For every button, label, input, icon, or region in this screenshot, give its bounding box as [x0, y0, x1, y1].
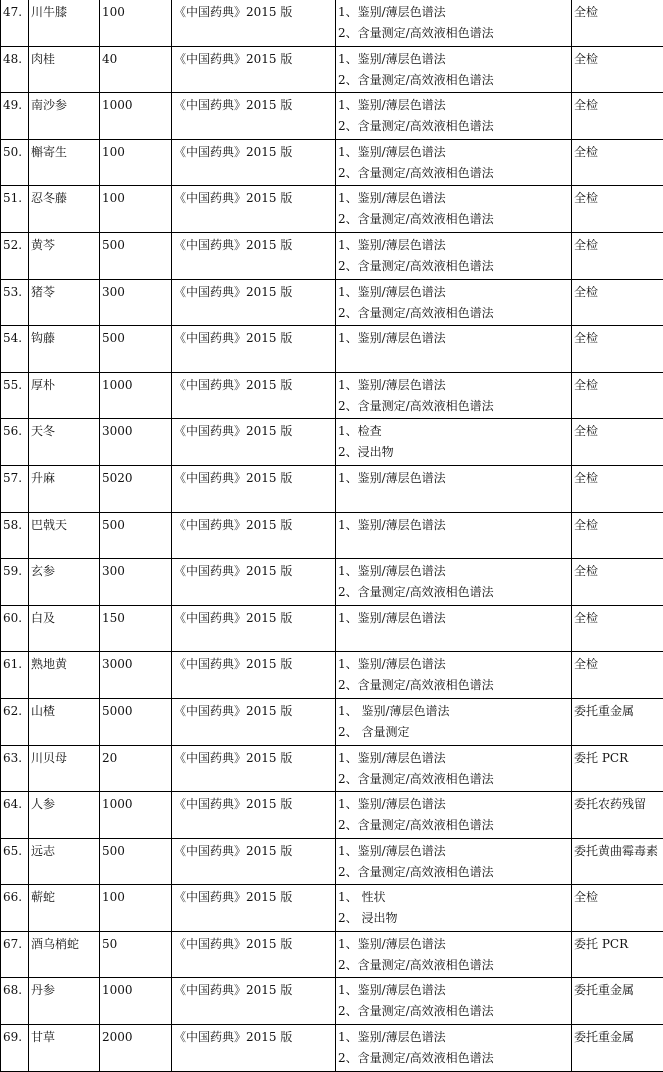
herb-name: 南沙参: [29, 93, 100, 140]
test-item-2: 2、 含量测定: [338, 722, 569, 743]
row-number: 52.: [1, 232, 29, 279]
test-item-1: 1、鉴别/薄层色谱法: [338, 2, 569, 23]
herb-name: 熟地黄: [29, 652, 100, 699]
quantity: 2000: [100, 1025, 172, 1072]
standard: 《中国药典》2015 版: [172, 745, 336, 792]
row-number: 53.: [1, 279, 29, 326]
table-row: [1, 559, 663, 606]
table-row: [1, 745, 663, 792]
standard: 《中国药典》2015 版: [172, 93, 336, 140]
quantity: 50: [100, 931, 172, 978]
inspection-result: 委托重金属: [572, 698, 663, 745]
test-item-1: 1、 性状: [338, 887, 569, 908]
row-number: 47.: [1, 0, 29, 46]
quantity: 100: [100, 0, 172, 46]
table-row: [1, 465, 663, 512]
test-items: [336, 279, 572, 326]
test-item-1: 1、鉴别/薄层色谱法: [338, 188, 569, 209]
test-items: [336, 512, 572, 559]
inspection-result: 全检: [572, 652, 663, 699]
inspection-result: 委托 PCR: [572, 931, 663, 978]
test-items: [336, 139, 572, 186]
table-body: [1, 0, 663, 1071]
inspection-result: 委托 PCR: [572, 745, 663, 792]
test-items: [336, 745, 572, 792]
standard: 《中国药典》2015 版: [172, 465, 336, 512]
herb-name: 肉桂: [29, 46, 100, 93]
test-item-1: 1、鉴别/薄层色谱法: [338, 934, 569, 955]
inspection-result: 全检: [572, 419, 663, 466]
quantity: 40: [100, 46, 172, 93]
inspection-result: 全检: [572, 279, 663, 326]
inspection-result: 委托黄曲霉毒素: [572, 838, 663, 885]
table-row: [1, 1025, 663, 1072]
test-items: [336, 326, 572, 373]
test-item-1: 1、 鉴别/薄层色谱法: [338, 701, 569, 722]
standard: 《中国药典》2015 版: [172, 931, 336, 978]
inspection-result: 全检: [572, 0, 663, 46]
herb-name: 槲寄生: [29, 139, 100, 186]
row-number: 66.: [1, 885, 29, 932]
herb-name: 玄参: [29, 559, 100, 606]
quantity: 500: [100, 838, 172, 885]
standard: 《中国药典》2015 版: [172, 978, 336, 1025]
test-items: [336, 838, 572, 885]
standard: 《中国药典》2015 版: [172, 1025, 336, 1072]
herb-name: 山楂: [29, 698, 100, 745]
quantity: 1000: [100, 792, 172, 839]
test-items: [336, 93, 572, 140]
table-row: [1, 232, 663, 279]
quantity: 150: [100, 605, 172, 652]
table-row: [1, 326, 663, 373]
table-row: [1, 512, 663, 559]
herb-name: 白及: [29, 605, 100, 652]
herb-name: 巴戟天: [29, 512, 100, 559]
quantity: 500: [100, 512, 172, 559]
test-item-2: 2、含量测定/高效液相色谱法: [338, 116, 569, 137]
herb-name: 川贝母: [29, 745, 100, 792]
test-items: [336, 1025, 572, 1072]
herb-name: 天冬: [29, 419, 100, 466]
inspection-result: 委托农药残留: [572, 792, 663, 839]
quantity: 5000: [100, 698, 172, 745]
inspection-result: 全检: [572, 232, 663, 279]
test-item-1: 1、鉴别/薄层色谱法: [338, 328, 569, 349]
herb-name: 蕲蛇: [29, 885, 100, 932]
row-number: 54.: [1, 326, 29, 373]
standard: 《中国药典》2015 版: [172, 698, 336, 745]
inspection-result: 全检: [572, 186, 663, 233]
herb-name: 甘草: [29, 1025, 100, 1072]
row-number: 64.: [1, 792, 29, 839]
test-item-2: 2、含量测定/高效液相色谱法: [338, 1048, 569, 1069]
row-number: 58.: [1, 512, 29, 559]
table-row: [1, 792, 663, 839]
test-item-2: 2、 浸出物: [338, 908, 569, 929]
standard: 《中国药典》2015 版: [172, 652, 336, 699]
test-item-2: [338, 536, 569, 557]
table-row: [1, 419, 663, 466]
quantity: 100: [100, 139, 172, 186]
test-item-1: 1、鉴别/薄层色谱法: [338, 654, 569, 675]
test-items: [336, 931, 572, 978]
row-number: 57.: [1, 465, 29, 512]
row-number: 68.: [1, 978, 29, 1025]
standard: 《中国药典》2015 版: [172, 326, 336, 373]
row-number: 51.: [1, 186, 29, 233]
standard: 《中国药典》2015 版: [172, 838, 336, 885]
row-number: 49.: [1, 93, 29, 140]
inspection-result: 全检: [572, 46, 663, 93]
herb-name: 厚朴: [29, 372, 100, 419]
test-item-1: 1、鉴别/薄层色谱法: [338, 608, 569, 629]
test-item-1: 1、鉴别/薄层色谱法: [338, 235, 569, 256]
table-row: [1, 838, 663, 885]
table-row: [1, 605, 663, 652]
standard: 《中国药典》2015 版: [172, 792, 336, 839]
table-row: [1, 698, 663, 745]
row-number: 62.: [1, 698, 29, 745]
quantity: 1000: [100, 978, 172, 1025]
test-item-1: 1、鉴别/薄层色谱法: [338, 49, 569, 70]
inspection-result: 全检: [572, 605, 663, 652]
quantity: 5020: [100, 465, 172, 512]
table-row: [1, 139, 663, 186]
test-item-1: 1、鉴别/薄层色谱法: [338, 515, 569, 536]
test-item-1: 1、鉴别/薄层色谱法: [338, 142, 569, 163]
test-items: [336, 698, 572, 745]
test-item-2: 2、浸出物: [338, 442, 569, 463]
row-number: 60.: [1, 605, 29, 652]
test-items: [336, 652, 572, 699]
inspection-result: 全检: [572, 326, 663, 373]
test-items: [336, 465, 572, 512]
test-item-2: [338, 349, 569, 370]
row-number: 65.: [1, 838, 29, 885]
row-number: 63.: [1, 745, 29, 792]
quantity: 3000: [100, 652, 172, 699]
row-number: 59.: [1, 559, 29, 606]
table-row: [1, 186, 663, 233]
test-item-2: 2、含量测定/高效液相色谱法: [338, 1001, 569, 1022]
inspection-result: 全检: [572, 559, 663, 606]
test-item-2: 2、含量测定/高效液相色谱法: [338, 815, 569, 836]
herb-name: 川牛膝: [29, 0, 100, 46]
table-row: [1, 0, 663, 46]
test-item-2: 2、含量测定/高效液相色谱法: [338, 955, 569, 976]
herb-name: 丹参: [29, 978, 100, 1025]
test-item-2: 2、含量测定/高效液相色谱法: [338, 303, 569, 324]
test-items: [336, 792, 572, 839]
test-item-2: 2、含量测定/高效液相色谱法: [338, 396, 569, 417]
inspection-result: 全检: [572, 93, 663, 140]
table-row: [1, 652, 663, 699]
standard: 《中国药典》2015 版: [172, 46, 336, 93]
herb-name: 忍冬藤: [29, 186, 100, 233]
test-item-2: [338, 629, 569, 650]
test-items: [336, 186, 572, 233]
quantity: 300: [100, 279, 172, 326]
table-row: [1, 885, 663, 932]
quantity: 500: [100, 232, 172, 279]
inspection-result: 全检: [572, 139, 663, 186]
quantity: 1000: [100, 372, 172, 419]
row-number: 67.: [1, 931, 29, 978]
test-items: [336, 559, 572, 606]
test-items: [336, 46, 572, 93]
test-items: [336, 232, 572, 279]
herb-name: 猪苓: [29, 279, 100, 326]
quantity: 20: [100, 745, 172, 792]
row-number: 50.: [1, 139, 29, 186]
test-item-1: 1、鉴别/薄层色谱法: [338, 794, 569, 815]
test-item-1: 1、鉴别/薄层色谱法: [338, 95, 569, 116]
test-item-2: 2、含量测定/高效液相色谱法: [338, 209, 569, 230]
test-item-1: 1、鉴别/薄层色谱法: [338, 561, 569, 582]
test-item-2: [338, 489, 569, 510]
inspection-result: 全检: [572, 465, 663, 512]
row-number: 69.: [1, 1025, 29, 1072]
table-row: [1, 372, 663, 419]
test-items: [336, 372, 572, 419]
test-item-2: 2、含量测定/高效液相色谱法: [338, 769, 569, 790]
standard: 《中国药典》2015 版: [172, 372, 336, 419]
row-number: 61.: [1, 652, 29, 699]
inspection-result: 委托重金属: [572, 1025, 663, 1072]
table-row: [1, 279, 663, 326]
test-item-2: 2、含量测定/高效液相色谱法: [338, 256, 569, 277]
test-item-2: 2、含量测定/高效液相色谱法: [338, 862, 569, 883]
test-item-2: 2、含量测定/高效液相色谱法: [338, 675, 569, 696]
quantity: 500: [100, 326, 172, 373]
quantity: 3000: [100, 419, 172, 466]
test-item-1: 1、检查: [338, 421, 569, 442]
test-item-1: 1、鉴别/薄层色谱法: [338, 841, 569, 862]
herb-name: 黄芩: [29, 232, 100, 279]
quantity: 100: [100, 885, 172, 932]
table-row: [1, 931, 663, 978]
test-item-2: 2、含量测定/高效液相色谱法: [338, 23, 569, 44]
quantity: 300: [100, 559, 172, 606]
inspection-result: 全检: [572, 512, 663, 559]
test-item-1: 1、鉴别/薄层色谱法: [338, 468, 569, 489]
standard: 《中国药典》2015 版: [172, 279, 336, 326]
table-row: [1, 46, 663, 93]
standard: 《中国药典》2015 版: [172, 605, 336, 652]
test-item-1: 1、鉴别/薄层色谱法: [338, 980, 569, 1001]
test-items: [336, 605, 572, 652]
row-number: 48.: [1, 46, 29, 93]
test-items: [336, 978, 572, 1025]
test-items: [336, 885, 572, 932]
herb-name: 钩藤: [29, 326, 100, 373]
inspection-result: 全检: [572, 372, 663, 419]
row-number: 56.: [1, 419, 29, 466]
quantity: 1000: [100, 93, 172, 140]
standard: 《中国药典》2015 版: [172, 232, 336, 279]
standard: 《中国药典》2015 版: [172, 139, 336, 186]
table-row: [1, 978, 663, 1025]
test-item-1: 1、鉴别/薄层色谱法: [338, 748, 569, 769]
test-item-2: 2、含量测定/高效液相色谱法: [338, 163, 569, 184]
quantity: 100: [100, 186, 172, 233]
standard: 《中国药典》2015 版: [172, 559, 336, 606]
test-item-1: 1、鉴别/薄层色谱法: [338, 282, 569, 303]
table-row: [1, 93, 663, 140]
herb-name: 远志: [29, 838, 100, 885]
test-item-1: 1、鉴别/薄层色谱法: [338, 375, 569, 396]
standard: 《中国药典》2015 版: [172, 0, 336, 46]
inspection-result: 全检: [572, 885, 663, 932]
herb-name: 人参: [29, 792, 100, 839]
test-item-2: 2、含量测定/高效液相色谱法: [338, 70, 569, 91]
herb-name: 升麻: [29, 465, 100, 512]
test-items: [336, 0, 572, 46]
standard: 《中国药典》2015 版: [172, 885, 336, 932]
herb-name: 酒乌梢蛇: [29, 931, 100, 978]
standard: 《中国药典》2015 版: [172, 186, 336, 233]
inspection-result: 委托重金属: [572, 978, 663, 1025]
standard: 《中国药典》2015 版: [172, 419, 336, 466]
standard: 《中国药典》2015 版: [172, 512, 336, 559]
row-number: 55.: [1, 372, 29, 419]
test-item-2: 2、含量测定/高效液相色谱法: [338, 582, 569, 603]
test-items: [336, 419, 572, 466]
test-item-1: 1、鉴别/薄层色谱法: [338, 1027, 569, 1048]
